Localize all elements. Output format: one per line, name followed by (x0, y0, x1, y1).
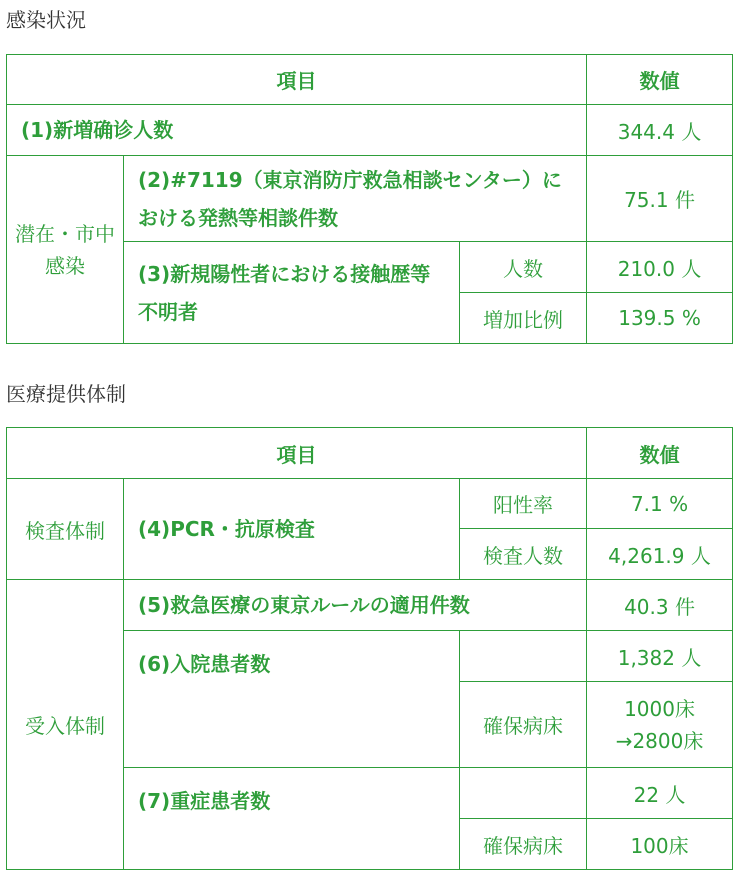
group-label-acceptance: 受入体制 (7, 580, 124, 870)
row-hospital-beds-value (587, 682, 733, 768)
row-hospitalized-value: 1,382 人 (587, 631, 733, 682)
row-severe-beds-value: 100床 (587, 819, 733, 870)
section-title-infection: 感染状況 (6, 8, 86, 32)
row-pcr-label: (4)PCR・抗原検査 (124, 479, 460, 580)
row-new-cases-label: (1)新増确诊人数 (7, 105, 587, 156)
row-hospitalized-label: (6)入院患者数 (124, 631, 460, 768)
row-hospital-beds-value-2: →2800床 (615, 728, 704, 753)
group-label-community (7, 156, 124, 344)
row-positive-rate-label: 阳性率 (460, 479, 587, 529)
row-hospitalized-spacer (460, 631, 587, 682)
row-hospital-beds-label: 確保病床 (460, 682, 587, 768)
header-item-2: 項目 (7, 428, 587, 479)
row-fever-consult-value: 75.1 件 (587, 156, 733, 242)
row-severe-value: 22 人 (587, 768, 733, 819)
row-unknown-contact-label: (3)新規陽性者における接触歴等不明者 (124, 242, 460, 344)
row-emergency-rule-label: (5)救急医療の東京ルールの適用件数 (124, 580, 587, 631)
header-value-2: 数値 (587, 428, 733, 479)
infection-table (6, 54, 733, 344)
row-test-count-value: 4,261.9 人 (587, 529, 733, 580)
medical-table (6, 427, 733, 870)
row-fever-consult-label: (2)#7119（東京消防庁救急相談センター）における発熱等相談件数 (124, 156, 587, 242)
group-label-testing: 検査体制 (7, 479, 124, 580)
row-unknown-ratio-label: 増加比例 (460, 293, 587, 344)
row-hospital-beds-value-1: 1000床 (624, 696, 695, 721)
row-severe-spacer (460, 768, 587, 819)
header-value: 数値 (587, 55, 733, 105)
group-label-community-text: 潜在・市中感染 (15, 221, 115, 278)
row-severe-label: (7)重症患者数 (124, 768, 460, 870)
row-unknown-count-value: 210.0 人 (587, 242, 733, 293)
section-title-medical: 医療提供体制 (6, 382, 126, 406)
row-positive-rate-value: 7.1 % (587, 479, 733, 529)
row-new-cases-value: 344.4 人 (587, 105, 733, 156)
row-severe-beds-label: 確保病床 (460, 819, 587, 870)
row-unknown-count-label: 人数 (460, 242, 587, 293)
row-test-count-label: 検査人数 (460, 529, 587, 580)
row-emergency-rule-value: 40.3 件 (587, 580, 733, 631)
row-unknown-ratio-value: 139.5 % (587, 293, 733, 344)
header-item: 項目 (7, 55, 587, 105)
